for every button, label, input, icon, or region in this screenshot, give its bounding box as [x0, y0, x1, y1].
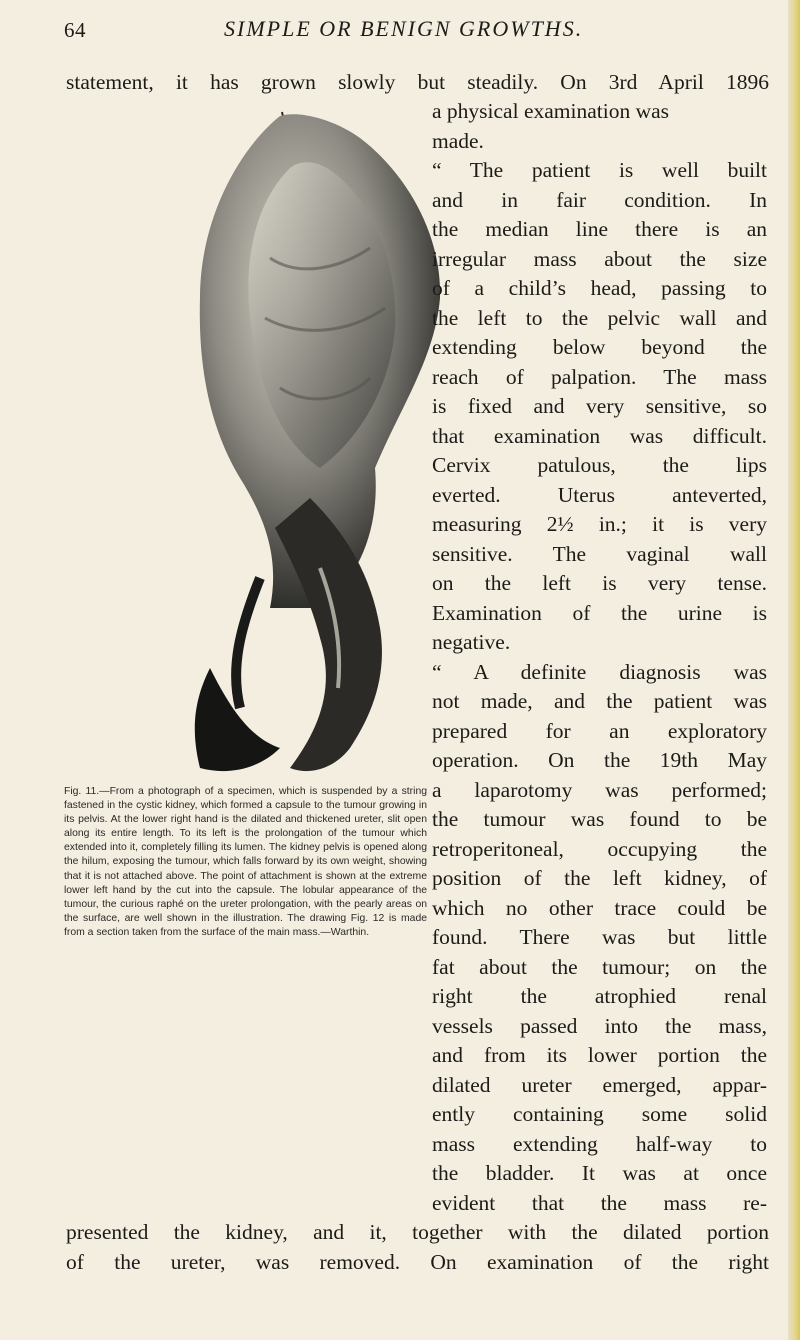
text-line: which no other trace could be: [432, 896, 767, 920]
running-title: SIMPLE OR BENIGN GROWTHS.: [224, 16, 584, 41]
text-line: on the left is very tense.: [432, 571, 767, 595]
text-line: Cervix patulous, the lips: [432, 453, 767, 477]
text-line: ently containing some solid: [432, 1102, 767, 1126]
figure-caption: Fig. 11.—From a photograph of a specimen, which is suspended by a string fastened in the cystic kidney, which formed a capsule to the tumour growing in its pelvis. At the lower right hand is the dilated and thickened ureter, slit open along its entire length. To its left is the prolongation of the tumour which extended into it, completely filling its lumen. The kidney pelvis is opened along the hilum, exposing the tumour, which falls forward by its own weight, showing that it is not attached above. The point of attachment is shown at the extreme lower left hand by the cut into the capsule. The lobular appearance of the tumour, the curious raphé on the ureter prolongation, with the pearly areas on the surface, are well shown in the illustration. The drawing Fig. 12 is made from a section taken from the surface of the main mass.—Warthin.: [64, 786, 427, 938]
text-line: the left to the pelvic wall and: [432, 306, 767, 330]
text-line: a physical examination was: [432, 99, 670, 123]
text-line: found. There was but little: [432, 925, 767, 949]
text-line: statement, it has grown slowly but steadily. On 3rd April 1896: [66, 70, 769, 94]
text-line: Examination of the urine is: [432, 601, 767, 625]
page-edge: [788, 0, 800, 1340]
text-line: not made, and the patient was: [432, 689, 767, 713]
text-line: extending below beyond the: [432, 335, 767, 359]
text-line: retroperitoneal, occupying the: [432, 837, 767, 861]
text-line: and from its lower portion the: [432, 1043, 767, 1067]
text-line: made.: [432, 129, 484, 153]
text-line: the median line there is an: [432, 217, 767, 241]
text-line: of the ureter, was removed. On examination of the right: [66, 1250, 769, 1274]
text-line: vessels passed into the mass,: [432, 1014, 767, 1038]
text-line: measuring 2½ in.; it is very: [432, 512, 767, 536]
text-line: dilated ureter emerged, appar-: [432, 1073, 767, 1097]
text-line: fat about the tumour; on the: [432, 955, 767, 979]
specimen-photograph: [170, 108, 470, 783]
text-line: of a child’s head, passing to: [432, 276, 767, 300]
text-line: reach of palpation. The mass: [432, 365, 767, 389]
text-line: and in fair condition. In: [432, 188, 767, 212]
text-line: is fixed and very sensitive, so: [432, 394, 767, 418]
page-number: 64: [64, 18, 86, 42]
text-line: the bladder. It was at once: [432, 1161, 767, 1185]
text-line: mass extending half-way to: [432, 1132, 767, 1156]
text-line: right the atrophied renal: [432, 984, 767, 1008]
text-line: presented the kidney, and it, together with the dilated portion: [66, 1220, 769, 1244]
text-line: operation. On the 19th May: [432, 748, 767, 772]
text-line: everted. Uterus anteverted,: [432, 483, 767, 507]
text-line: evident that the mass re-: [432, 1191, 767, 1215]
text-line: prepared for an exploratory: [432, 719, 767, 743]
text-line: “ The patient is well built: [432, 158, 767, 182]
text-line: negative.: [432, 630, 511, 654]
text-line: position of the left kidney, of: [432, 866, 767, 890]
text-line: the tumour was found to be: [432, 807, 767, 831]
text-line: irregular mass about the size: [432, 247, 767, 271]
text-line: sensitive. The vaginal wall: [432, 542, 767, 566]
text-line: a laparotomy was performed;: [432, 778, 767, 802]
text-line: “ A definite diagnosis was: [432, 660, 767, 684]
text-line: that examination was difficult.: [432, 424, 767, 448]
